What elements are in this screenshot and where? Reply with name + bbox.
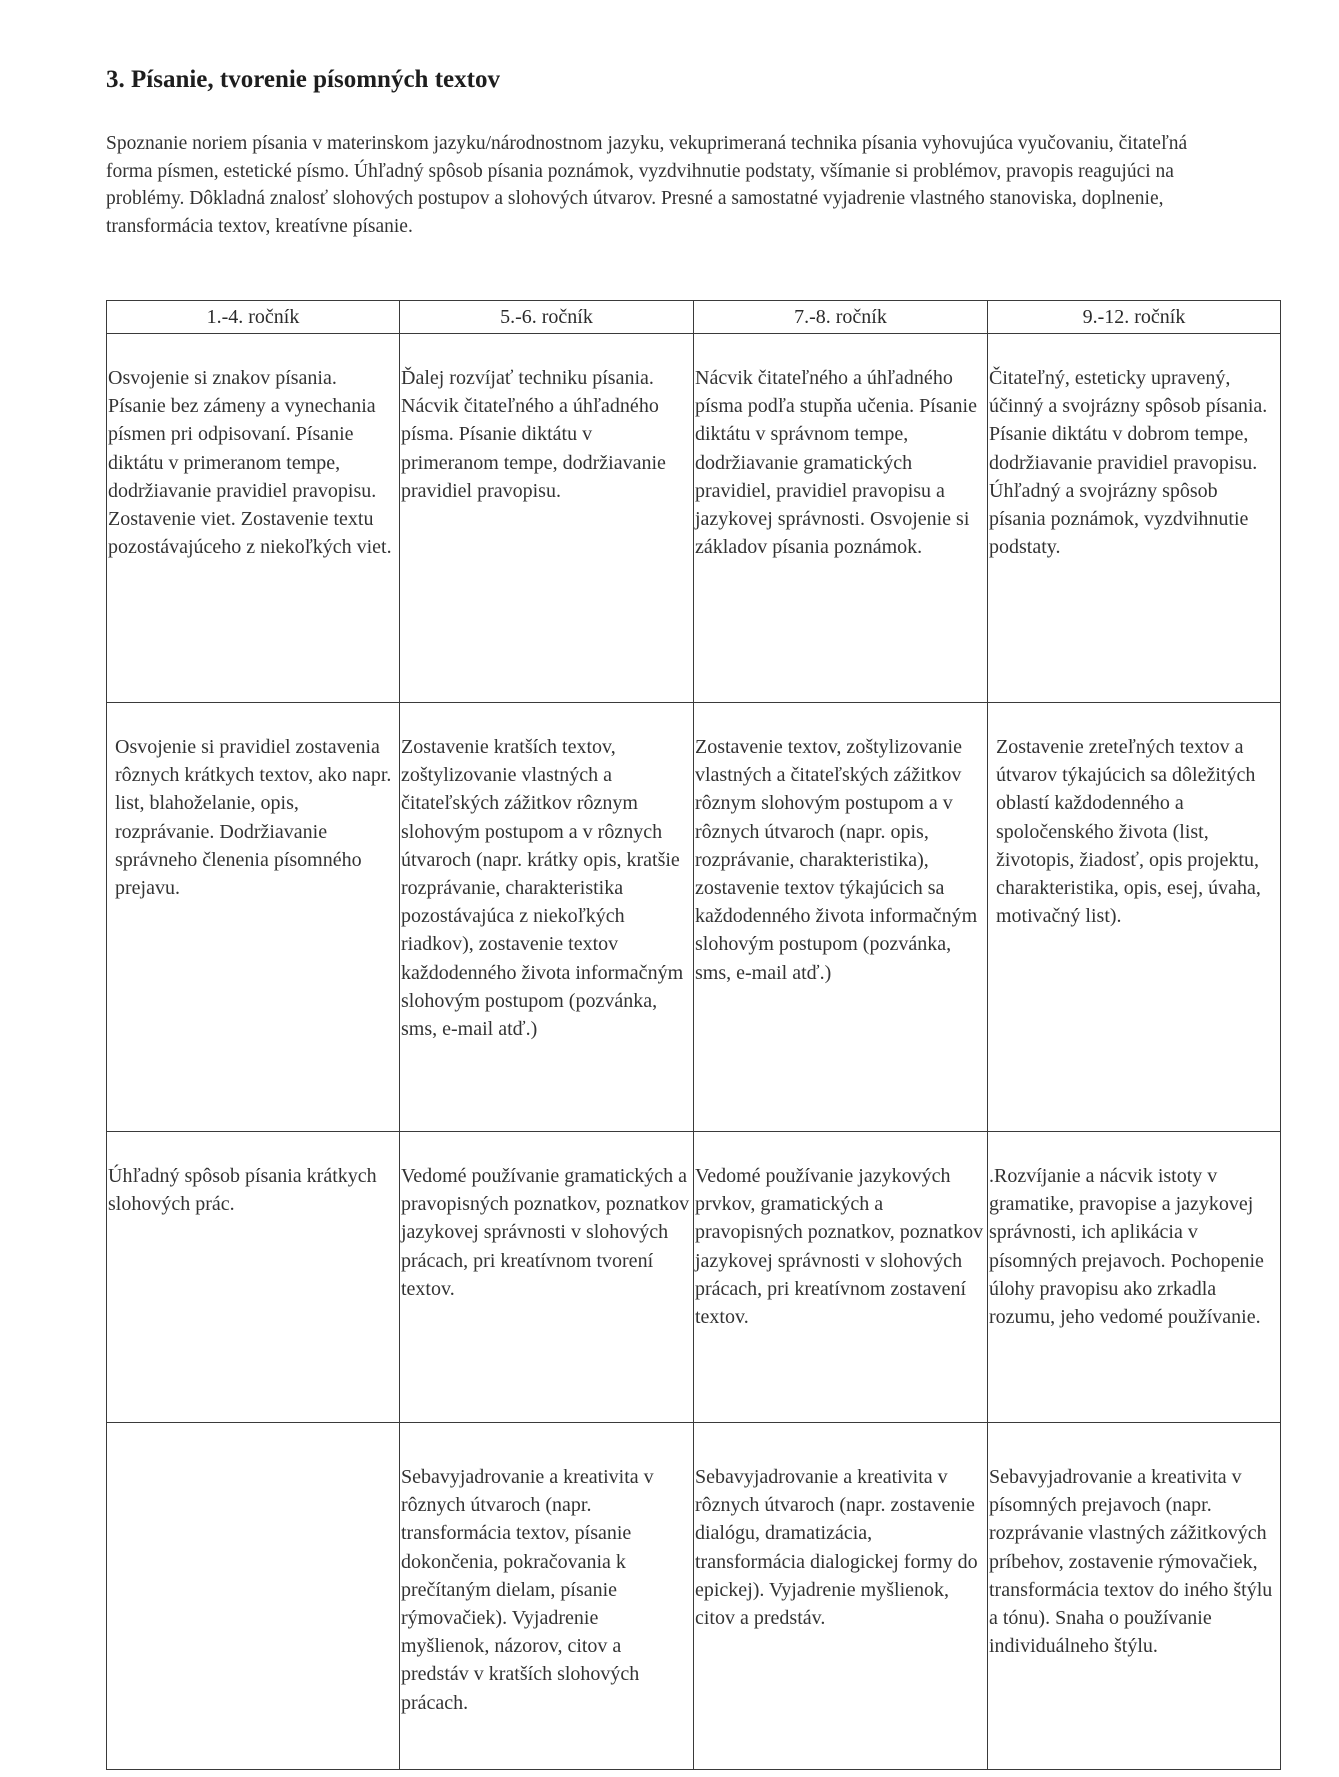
column-header-grade-5-6: 5.-6. ročník [400, 301, 694, 334]
table-cell: Úhľadný spôsob písania krátkych slohových prác. [107, 1132, 400, 1423]
table-cell: Čitateľný, esteticky upravený, účinný a svojrázny spôsob písania. Písanie diktátu v dobrom tempe, dodržiavanie pravidiel pravopisu. Úhľadný a svojrázny spôsob písania poznámok, vyzdvihnutie podstaty. [988, 334, 1281, 703]
table-cell: Sebavyjadrovanie a kreativita v rôznych útvaroch (napr. transformácia textov, písanie dokončenia, pokračovania k prečítaným dielam, písanie rýmovačiek). Vyjadrenie myšlienok, názorov, citov a predstáv v kratších slohových prácach. [400, 1423, 694, 1770]
table-cell: Zostavenie textov, zoštylizovanie vlastných a čitateľských zážitkov rôznym slohovým postupom a v rôznych útvaroch (napr. opis, rozprávanie, charakteristika), zostavenie textov týkajúcich sa každodenného života informačným slohovým postupom (pozvánka, sms, e-mail atď.) [694, 703, 988, 1132]
table-cell: Zostavenie kratších textov, zoštylizovanie vlastných a čitateľských zážitkov rôznym slohovým postupom a v rôznych útvaroch (napr. krátky opis, kratšie rozprávanie, charakteristika pozostávajúca z niekoľkých riadkov), zostavenie textov každodenného života informačným slohovým postupom (pozvánka, sms, e-mail atď.) [400, 703, 694, 1132]
curriculum-table [106, 300, 1281, 1770]
header-row [107, 301, 1281, 334]
table-cell: Sebavyjadrovanie a kreativita v písomných prejavoch (napr. rozprávanie vlastných zážitkových príbehov, zostavenie rýmovačiek, transformácia textov do iného štýlu a tónu). Snaha o používanie individuálneho štýlu. [988, 1423, 1281, 1770]
table-cell: Nácvik čitateľného a úhľadného písma podľa stupňa učenia. Písanie diktátu v správnom tempe, dodržiavanie gramatických pravidiel, pravidiel pravopisu a jazykovej správnosti. Osvojenie si základov písania poznámok. [694, 334, 988, 703]
table-cell: Vedomé používanie gramatických a pravopisných poznatkov, poznatkov jazykovej správnosti v slohových prácach, pri kreatívnom tvorení textov. [400, 1132, 694, 1423]
table-cell: Osvojenie si znakov písania. Písanie bez zámeny a vynechania písmen pri odpisovaní. Písanie diktátu v primeranom tempe, dodržiavanie pravidiel pravopisu. Zostavenie viet. Zostavenie textu pozostávajúceho z niekoľkých viet. [107, 334, 400, 703]
table-cell: Vedomé používanie jazykových prvkov, gramatických a pravopisných poznatkov, poznatkov jazykovej správnosti v slohových prácach, pri kreatívnom zostavení textov. [694, 1132, 988, 1423]
table-cell [107, 1423, 400, 1770]
table-row [107, 703, 1281, 1132]
column-header-grade-7-8: 7.-8. ročník [694, 301, 988, 334]
column-header-grade-1-4: 1.-4. ročník [107, 301, 400, 334]
table-cell: Ďalej rozvíjať techniku písania. Nácvik čitateľného a úhľadného písma. Písanie diktátu v primeranom tempe, dodržiavanie pravidiel pravopisu. [400, 334, 694, 703]
table-cell: Sebavyjadrovanie a kreativita v rôznych útvaroch (napr. zostavenie dialógu, dramatizácia, transformácia dialogickej formy do epickej). Vyjadrenie myšlienok, citov a predstáv. [694, 1423, 988, 1770]
table-row [107, 1132, 1281, 1423]
table-cell: Zostavenie zreteľných textov a útvarov týkajúcich sa dôležitých oblastí každodenného a spoločenského života (list, životopis, žiadosť, opis projektu, charakteristika, opis, esej, úvaha, motivačný list). [988, 703, 1281, 1132]
table-cell: .Rozvíjanie a nácvik istoty v gramatike, pravopise a jazykovej správnosti, ich aplikácia v písomných prejavoch. Pochopenie úlohy pravopisu ako zrkadla rozumu, jeho vedomé používanie. [988, 1132, 1281, 1423]
column-header-grade-9-12: 9.-12. ročník [988, 301, 1281, 334]
table-row [107, 334, 1281, 703]
table-row [107, 1423, 1281, 1770]
section-heading: 3. Písanie, tvorenie písomných textov [106, 66, 500, 93]
table-cell: Osvojenie si pravidiel zostavenia rôznych krátkych textov, ako napr. list, blahoželanie, opis, rozprávanie. Dodržiavanie správneho členenia písomného prejavu. [107, 703, 400, 1132]
section-intro: Spoznanie noriem písania v materinskom jazyku/národnostnom jazyku, vekuprimeraná technika písania vyhovujúca vyučovaniu, čitateľná forma písmen, estetické písmo. Úhľadný spôsob písania poznámok, vyzdvihnutie podstaty, všímanie si problémov, pravopis reagujúci na problémy. Dôkladná znalosť slohových postupov a slohových útvarov. Presné a samostatné vyjadrenie vlastného stanoviska, doplnenie, transformácia textov, kreatívne písanie. [106, 133, 1188, 237]
